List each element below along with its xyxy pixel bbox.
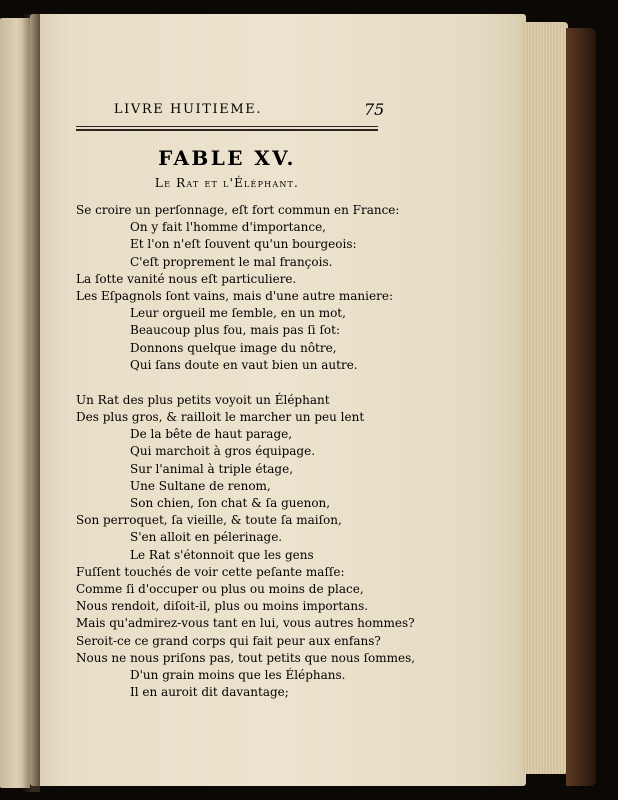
verse-line: Qui ſans doute en vaut bien un autre. [130,357,358,372]
running-head: LIVRE HUITIEME. [113,102,263,117]
verse-line: S'en alloit en pélerinage. [130,530,283,545]
verse-line: On y fait l'homme d'importance, [130,220,326,235]
verse-line: Une Sultane de renom, [130,478,271,493]
leather-cover [566,28,596,786]
fable-title: FABLE XV. [158,146,296,170]
verse-line: Sur l'animal à triple étage, [130,461,294,476]
poem-body [76,202,416,701]
verse-line: Mais qu'admirez-vous tant en lui, vous autres hommes? [76,616,415,631]
verse-line: Se croire un perſonnage, eſt fort commun en France: [76,203,400,217]
verse-line: Un Rat des plus petits voyoit un Éléphant [76,392,330,407]
verse-line: C'eſt proprement le mal françois. [130,254,333,269]
verse-line: Comme ſi d'occuper ou plus ou moins de place, [76,581,364,596]
verse-line: La ſotte vanité nous eſt particuliere. [76,271,297,286]
verse-line: Seroit-ce ce grand corps qui fait peur aux enfans? [76,633,381,648]
page-fore-edge [522,22,568,774]
verse-line: Leur orgueil me ſemble, en un mot, [130,306,346,321]
verse-line: Beaucoup plus fou, mais pas ſi ſot: [130,323,340,338]
verse-line: Et l'on n'eſt ſouvent qu'un bourgeois: [130,237,357,252]
verse-line: Il en auroit dit davantage; [130,685,289,700]
stanza-moral [76,202,400,374]
verse-line: Des plus gros, & railloit le marcher un peu lent [76,410,365,425]
verse-line: Nous rendoit, diſoit-il, plus ou moins importans. [76,599,369,614]
stanza-break [76,374,378,392]
page-number: 75 [364,100,385,119]
page-gutter [22,14,40,792]
fable-subtitle: Le Rat et l'Éléphant. [154,176,300,190]
verse-line: Donnons quelque image du nôtre, [130,340,337,355]
stanza-tale [76,392,416,701]
verse-line: Qui marchoit à gros équipage. [130,444,316,459]
verse-line: Les Eſpagnols ſont vains, mais d'une autre maniere: [76,288,393,303]
verse-line: Nous ne nous priſons pas, tout petits que nous ſommes, [76,650,416,665]
verse-line: De la bête de haut parage, [130,427,293,442]
verse-line: D'un grain moins que les Éléphans. [130,667,346,682]
header-rule [76,126,378,131]
verse-line: Son perroquet, ſa vieille, & toute ſa maiſon, [76,513,342,528]
verse-line: Fuſſent touchés de voir cette peſante maſſe: [76,564,345,579]
verse-line: Le Rat s'étonnoit que les gens [130,547,314,562]
verse-line: Son chien, ſon chat & ſa guenon, [130,496,331,510]
